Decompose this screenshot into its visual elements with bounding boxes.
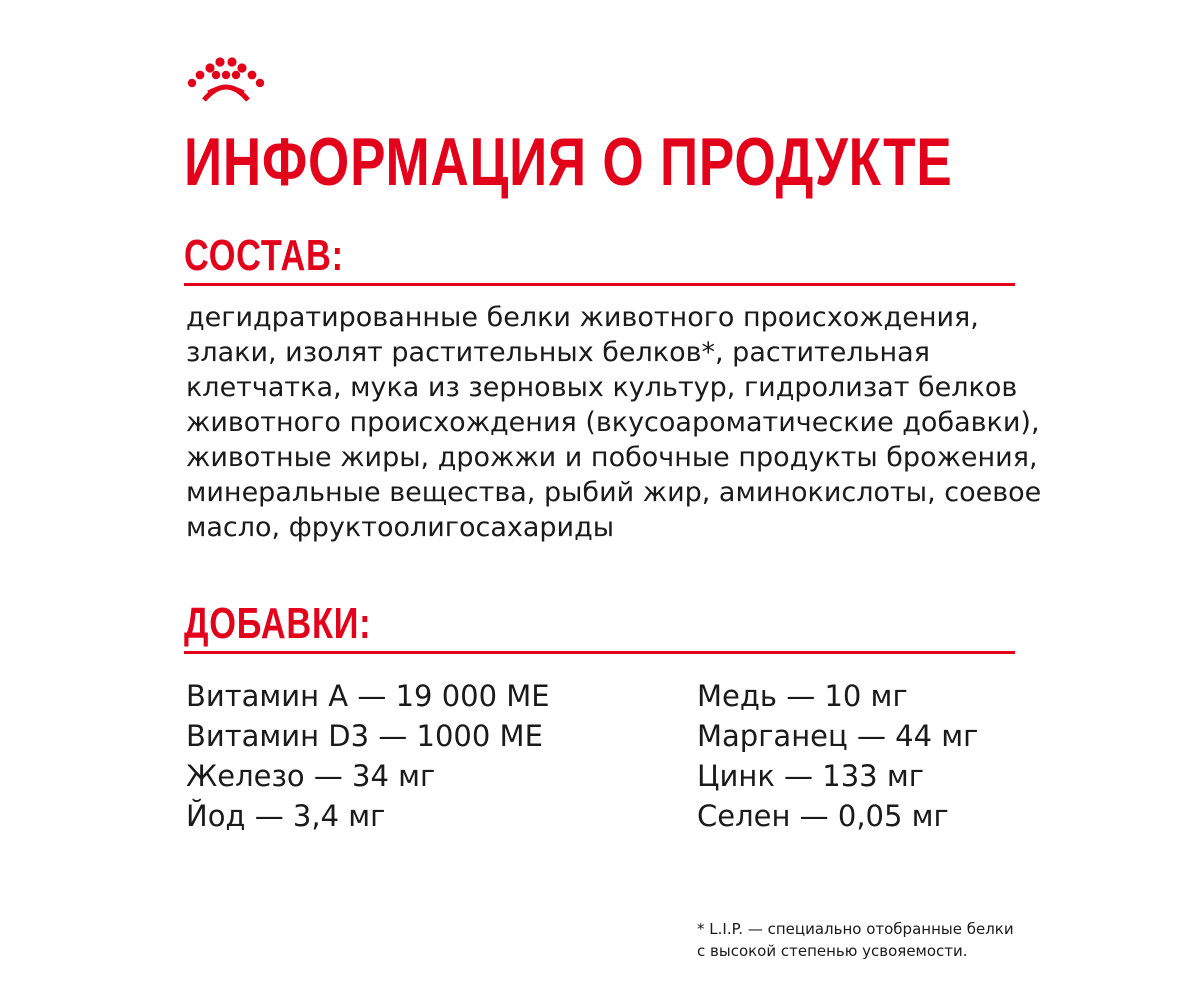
additive-item: Железо — 34 мг [186,759,436,793]
additive-item: Витамин D3 — 1000 МЕ [186,719,543,753]
composition-text: дегидратированные белки животного происхождения, злаки, изолят растительных белков*, растительная клетчатка, мука из зерновых культур, гидролизат белков животного происхождения (вкусоароматические добавки), животные жиры, дрожжи и побочные продукты брожения, минеральные вещества, рыбий жир, аминокислоты, соевое масло, фруктоолигосахариды [186,302,1042,543]
additives-divider [184,651,1015,654]
additive-item: Марганец — 44 мг [697,719,979,753]
royal-crown-icon [186,56,272,102]
footnote-line: * L.I.P. — специально отобранные белки [697,920,1014,938]
additives-heading: ДОБАВКИ: [184,599,372,648]
additives-left-list [186,676,550,836]
additive-item: Витамин А — 19 000 МЕ [186,679,550,713]
footnote [697,918,1037,962]
additive-item: Медь — 10 мг [697,679,908,713]
additive-item: Цинк — 133 мг [697,759,924,793]
composition-divider [184,283,1015,286]
composition-heading: СОСТАВ: [184,231,344,280]
additive-item: Йод — 3,4 мг [186,799,386,833]
additives-right-list [697,676,978,836]
page-title: ИНФОРМАЦИЯ О ПРОДУКТЕ [184,124,953,200]
additive-item: Селен — 0,05 мг [697,799,949,833]
footnote-line: с высокой степенью усвояемости. [697,942,968,960]
